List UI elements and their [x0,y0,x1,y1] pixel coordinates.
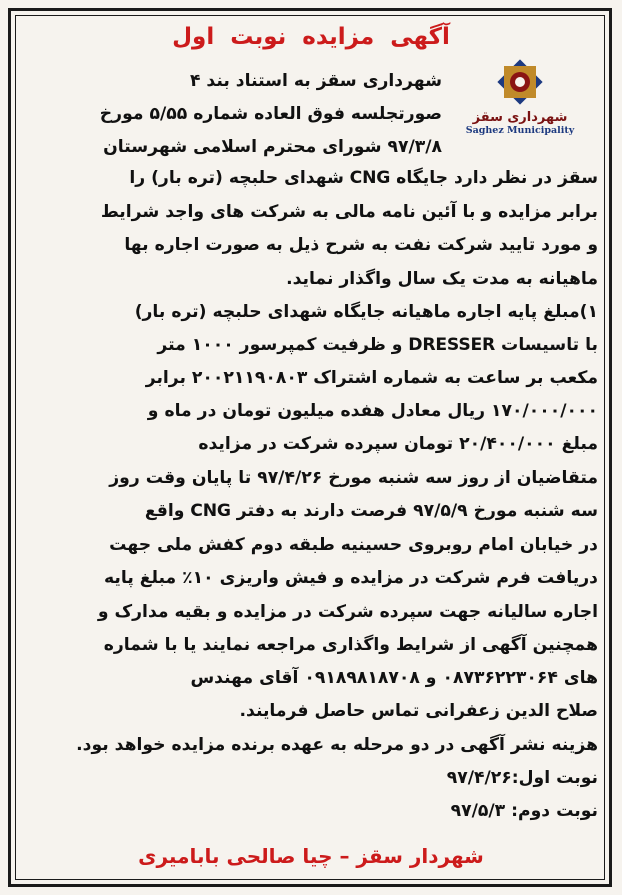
body-line: شهرداری سقز به استناد بند ۴ [189,71,442,91]
signature: شهردار سقز – چیا صالحی بابامیری [138,844,484,868]
body-line: مکعب بر ساعت به شماره اشتراک ۲۰۰۲۱۱۹۰۸۰۳ برابر [145,368,598,388]
body-line: سقز در نظر دارد جایگاه CNG شهدای حلبچه (تره بار) را [129,168,598,188]
body-line: ۹۷/۳/۸ شورای محترم اسلامی شهرستان [103,137,442,157]
body-line: در خیابان امام روبروی حسینیه طبقه دوم کفش ملی جهت [109,535,598,555]
body-line: مبلغ ۲۰/۴۰۰/۰۰۰ تومان سپرده شرکت در مزایده [198,434,598,454]
body-line: همچنین آگهی از شرایط واگذاری مراجعه نمایند یا با شماره [103,635,598,655]
ad-title: آگهی مزایده نوبت اول [172,24,450,50]
body-line: متقاضیان از روز سه شنبه مورخ ۹۷/۴/۲۶ تا پایان وقت روز [109,468,598,488]
body-line: صلاح الدین زعفرانی تماس حاصل فرمایند. [239,701,598,721]
body-line: ۱)مبلغ پایه اجاره ماهیانه جایگاه شهدای حلبچه (تره بار) [134,302,598,322]
body-line: با تاسیسات DRESSER و ظرفیت کمپرسور ۱۰۰۰ متر [157,335,598,355]
body-line: برابر مزایده و با آئین نامه مالی به شرکت های واجد شرایط [100,202,598,222]
first-publication-date: نوبت اول:۹۷/۴/۲۶ [446,768,598,788]
body-line: دریافت فرم شرکت در مزایده و فیش واریزی ۱۰٪ مبلغ پایه [103,568,598,588]
body-line: ماهیانه به مدت یک سال واگذار نماید. [286,269,598,289]
body-line: ۱۷۰/۰۰۰/۰۰۰ ریال معادل هفده میلیون تومان در ماه و [147,401,598,421]
logo-name-en: Saghez Municipality [465,125,575,136]
logo-name-fa: شهرداری سقز [472,110,568,125]
body-line: های ۰۸۷۳۶۲۲۳۰۶۴ و ۰۹۱۸۹۸۱۸۷۰۸ آقای مهندس [190,668,598,688]
body-line: هزینه نشر آگهی در دو مرحله به عهده برنده مزایده خواهد بود. [76,735,598,755]
body-line: سه شنبه مورخ ۹۷/۵/۹ فرصت دارند به دفتر CNG واقع [144,501,598,521]
body-line: صورتجلسه فوق العاده شماره ۵/۵۵ مورخ [99,104,442,124]
body-line: اجاره سالیانه جهت سپرده شرکت در مزایده و بقیه مدارک و [97,602,598,622]
second-publication-date: نوبت دوم: ۹۷/۵/۳ [450,801,598,821]
body-line: و مورد تایید شرکت نفت به شرح ذیل به صورت اجاره بها [124,235,598,255]
